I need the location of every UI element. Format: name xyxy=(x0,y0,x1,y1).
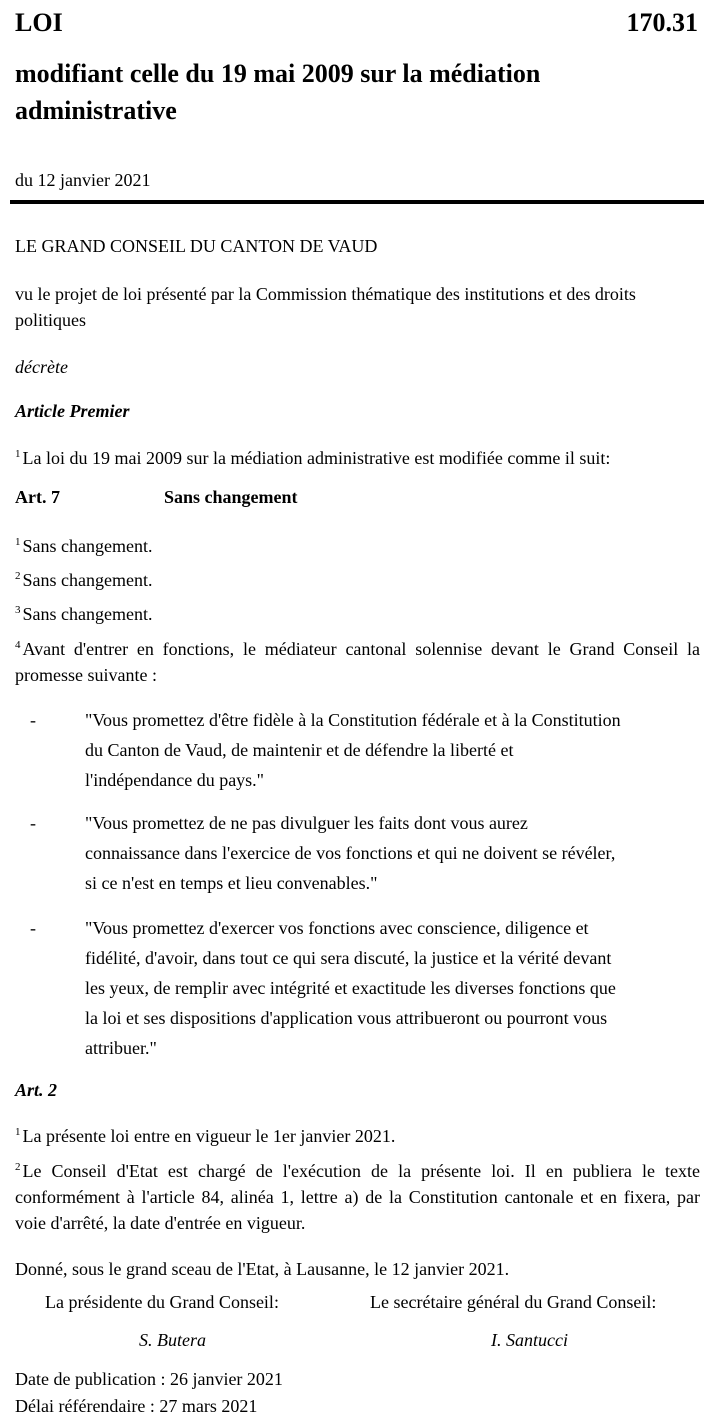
decree-word: décrète xyxy=(15,357,68,377)
art7-number: Art. 7 xyxy=(15,487,60,507)
promise-3-line-4: la loi et ses dispositions d'application vous attribueront ou pourront vous xyxy=(85,1008,608,1028)
paragraph-number: 1 xyxy=(15,1126,21,1138)
paragraph-text: Sans changement. xyxy=(22,570,153,590)
art2-paragraph-2 xyxy=(15,1158,700,1236)
promise-3-line-2: fidélité, d'avoir, dans tout ce qui sera discuté, la justice et la vérité devant xyxy=(85,948,612,968)
header-divider xyxy=(10,200,704,204)
art2-paragraph-1 xyxy=(15,1123,700,1149)
art2-heading: Art. 2 xyxy=(15,1080,58,1100)
paragraph-text: Sans changement. xyxy=(22,536,153,556)
promise-2-line-1: "Vous promettez de ne pas divulguer les faits dont vous aurez xyxy=(85,813,528,833)
secretary-name: I. Santucci xyxy=(491,1330,568,1350)
promise-2-dash: - xyxy=(30,813,36,833)
promise-3-dash: - xyxy=(30,918,36,938)
paragraph-number: 4 xyxy=(15,639,21,651)
promise-1-line-1: "Vous promettez d'être fidèle à la Constitution fédérale et à la Constitution xyxy=(85,710,621,730)
art7-paragraph-4 xyxy=(15,636,700,688)
document-header xyxy=(15,8,698,40)
given-clause: Donné, sous le grand sceau de l'Etat, à Lausanne, le 12 janvier 2021. xyxy=(15,1259,510,1279)
paragraph-number: 3 xyxy=(15,604,21,616)
publication-date: Date de publication : 26 janvier 2021 xyxy=(15,1369,283,1389)
promise-1 xyxy=(85,705,700,795)
enacting-authority: LE GRAND CONSEIL DU CANTON DE VAUD xyxy=(15,236,378,256)
promise-1-line-2: du Canton de Vaud, de maintenir et de défendre la liberté et xyxy=(85,740,514,760)
law-number: 170.31 xyxy=(626,8,698,37)
promise-3-line-5: attribuer." xyxy=(85,1038,157,1058)
president-name: S. Butera xyxy=(139,1330,206,1350)
law-title: modifiant celle du 19 mai 2009 sur la médiation administrative xyxy=(15,59,541,125)
promise-3 xyxy=(85,913,700,1063)
paragraph-text: La loi du 19 mai 2009 sur la médiation administrative est modifiée comme il suit: xyxy=(22,448,611,468)
promise-1-dash: - xyxy=(30,710,36,730)
promise-3-line-1: "Vous promettez d'exercer vos fonctions avec conscience, diligence et xyxy=(85,918,589,938)
art7-paragraph-3 xyxy=(15,601,700,627)
referendum-deadline: Délai référendaire : 27 mars 2021 xyxy=(15,1396,258,1416)
paragraph-number: 1 xyxy=(15,448,21,460)
paragraph-text: La présente loi entre en vigueur le 1er janvier 2021. xyxy=(22,1126,396,1146)
promise-2 xyxy=(85,808,700,898)
paragraph-number: 1 xyxy=(15,536,21,548)
president-label: La présidente du Grand Conseil: xyxy=(45,1292,279,1312)
article-premier-paragraph-1 xyxy=(15,445,700,471)
promise-2-line-3: si ce n'est en temps et lieu convenables." xyxy=(85,873,378,893)
promise-2-line-2: connaissance dans l'exercice de vos fonctions et qui ne doivent se révéler, xyxy=(85,843,616,863)
law-type: LOI xyxy=(15,8,63,37)
art7-title: Sans changement xyxy=(164,487,298,507)
law-date: du 12 janvier 2021 xyxy=(15,170,151,190)
paragraph-text: Avant d'entrer en fonctions, le médiateur cantonal solennise devant le Grand Conseil la promesse suivante : xyxy=(15,639,700,685)
paragraph-text: Sans changement. xyxy=(22,604,153,624)
paragraph-text: Le Conseil d'Etat est chargé de l'exécution de la présente loi. Il en publiera le texte conformément à l'article 84, alinéa 1, lettre a) de la Constitution cantonale et en fixera, par voie d'arrêté, la date d'entrée en vigueur. xyxy=(15,1161,700,1233)
considering-clause: vu le projet de loi présenté par la Commission thématique des institutions et des droits politiques xyxy=(15,284,636,330)
paragraph-number: 2 xyxy=(15,570,21,582)
secretary-label: Le secrétaire général du Grand Conseil: xyxy=(370,1292,657,1312)
art7-paragraph-2 xyxy=(15,567,700,593)
article-premier-heading: Article Premier xyxy=(15,401,130,421)
promise-3-line-3: les yeux, de remplir avec intégrité et exactitude les diverses fonctions que xyxy=(85,978,616,998)
promise-1-line-3: l'indépendance du pays." xyxy=(85,770,265,790)
paragraph-number: 2 xyxy=(15,1161,21,1173)
art7-paragraph-1 xyxy=(15,533,700,559)
